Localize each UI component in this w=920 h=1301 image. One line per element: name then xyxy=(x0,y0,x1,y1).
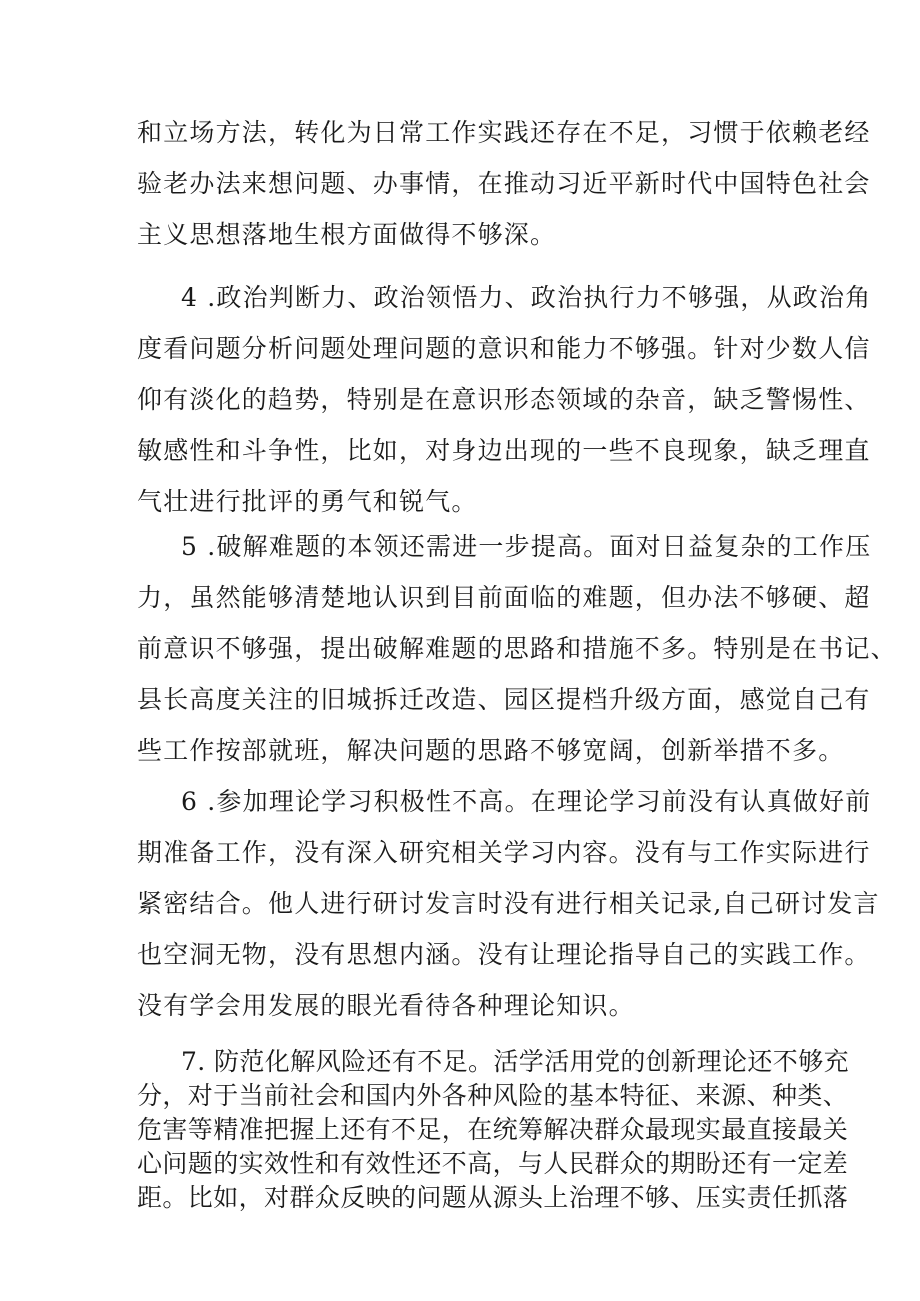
text-line: 7. 防范化解风险还有不足。活学活用党的创新理论还不够充 xyxy=(181,1047,850,1076)
text-line: 5 .破解难题的本领还需进一步提高。面对日益复杂的工作压 xyxy=(181,532,872,561)
text-line: 和立场方法，转化为日常工作实践还存在不足，习惯于依赖老经 xyxy=(137,118,871,147)
text-line: 气壮进行批评的勇气和锐气。 xyxy=(137,487,478,516)
text-line: 分，对于当前社会和国内外各种风险的基本特征、来源、种类、 xyxy=(137,1081,849,1110)
text-line: 前意识不够强，提出破解难题的思路和措施不多。特别是在书记、 xyxy=(137,634,897,663)
text-line: 力，虽然能够清楚地认识到目前面临的难题，但办法不够硬、超 xyxy=(137,583,871,612)
text-line: 验老办法来想问题、办事情，在推动习近平新时代中国特色社会 xyxy=(137,169,871,198)
text-line: 期准备工作，没有深入研究相关学习内容。没有与工作实际进行 xyxy=(137,838,871,867)
text-line: 距。比如，对群众反映的问题从源头上治理不够、压实责任抓落 xyxy=(137,1183,849,1212)
text-line: 6 .参加理论学习积极性不高。在理论学习前没有认真做好前 xyxy=(181,787,872,816)
text-line: 紧密结合。他人进行研讨发言时没有进行相关记录,自己研讨发言 xyxy=(137,889,880,918)
text-line: 敏感性和斗争性，比如，对身边出现的一些不良现象，缺乏理直 xyxy=(137,436,871,465)
text-line: 也空洞无物，没有思想内涵。没有让理论指导自己的实践工作。 xyxy=(137,940,871,969)
text-line: 县长高度关注的旧城拆迁改造、园区提档升级方面，感觉自己有 xyxy=(137,685,871,714)
text-line: 4 .政治判断力、政治领悟力、政治执行力不够强，从政治角 xyxy=(181,283,872,312)
text-line: 没有学会用发展的眼光看待各种理论知识。 xyxy=(137,991,635,1020)
text-line: 主义思想落地生根方面做得不够深。 xyxy=(137,220,557,249)
text-line: 危害等精准把握上还有不足，在统筹解决群众最现实最直接最关 xyxy=(137,1115,849,1144)
text-line: 度看问题分析问题处理问题的意识和能力不够强。针对少数人信 xyxy=(137,334,871,363)
text-line: 仰有淡化的趋势，特别是在意识形态领域的杂音，缺乏警惕性、 xyxy=(137,385,871,414)
text-line: 些工作按部就班，解决问题的思路不够宽阔，创新举措不多。 xyxy=(137,736,845,765)
text-line: 心问题的实效性和有效性还不高，与人民群众的期盼还有一定差 xyxy=(137,1149,849,1178)
